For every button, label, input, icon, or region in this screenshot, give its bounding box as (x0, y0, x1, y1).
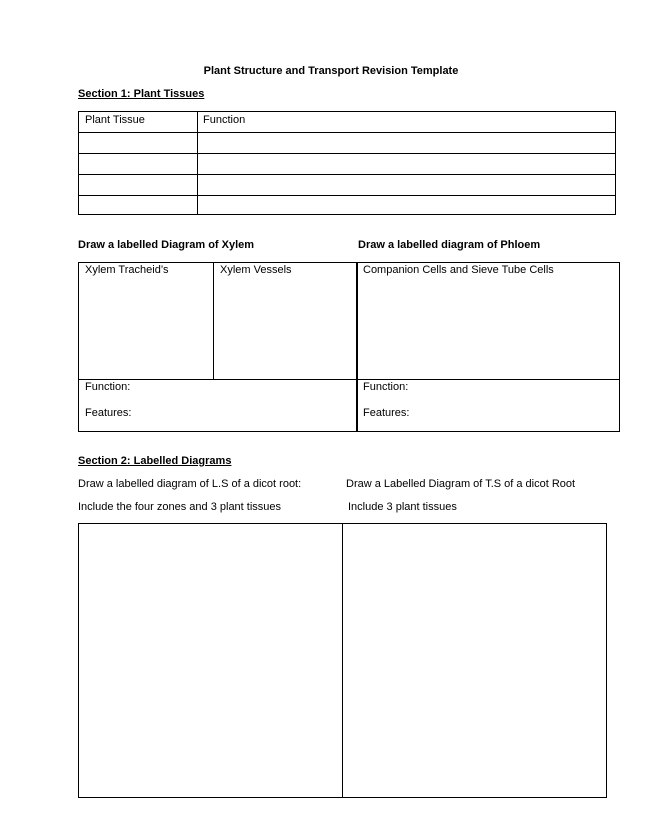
plant-tissue-table (78, 111, 616, 215)
xylem-section-divider (79, 379, 357, 380)
ls-root-drawing-box[interactable] (79, 524, 342, 797)
phloem-features-label: Features: (363, 407, 410, 419)
xylem-heading: Draw a labelled Diagram of Xylem (78, 239, 255, 251)
xylem-tracheids-label: Xylem Tracheid’s (85, 264, 169, 276)
xylem-column-divider (213, 263, 214, 379)
ls-root-instruction: Draw a labelled diagram of L.S of a dicot root: (78, 478, 302, 490)
section1-heading: Section 1: Plant Tissues (78, 88, 205, 100)
xylem-vessels-label: Xylem Vessels (220, 264, 292, 276)
diagram-drawing-area (78, 523, 607, 798)
phloem-function-label: Function: (363, 381, 409, 393)
xylem-function-label: Function: (85, 381, 131, 393)
table-row[interactable] (79, 133, 615, 153)
table-header-plant-tissue: Plant Tissue (85, 114, 145, 126)
phloem-heading: Draw a labelled diagram of Phloem (358, 239, 541, 251)
page-title: Plant Structure and Transport Revision Template (203, 65, 459, 77)
ts-root-instruction: Draw a Labelled Diagram of T.S of a dicot Root (346, 478, 576, 490)
table-header-function: Function (203, 114, 246, 126)
ts-root-note: Include 3 plant tissues (348, 501, 457, 513)
phloem-diagram-box[interactable] (356, 262, 620, 432)
table-row[interactable] (79, 154, 615, 174)
section2-heading: Section 2: Labelled Diagrams (78, 455, 232, 467)
table-row[interactable] (79, 196, 615, 214)
phloem-cells-label: Companion Cells and Sieve Tube Cells (363, 264, 554, 276)
ts-root-drawing-box[interactable] (343, 524, 606, 797)
xylem-features-label: Features: (85, 407, 132, 419)
ls-root-note: Include the four zones and 3 plant tissues (78, 501, 282, 513)
xylem-diagram-box[interactable] (78, 262, 358, 432)
phloem-section-divider (357, 379, 619, 380)
table-row[interactable] (79, 175, 615, 195)
